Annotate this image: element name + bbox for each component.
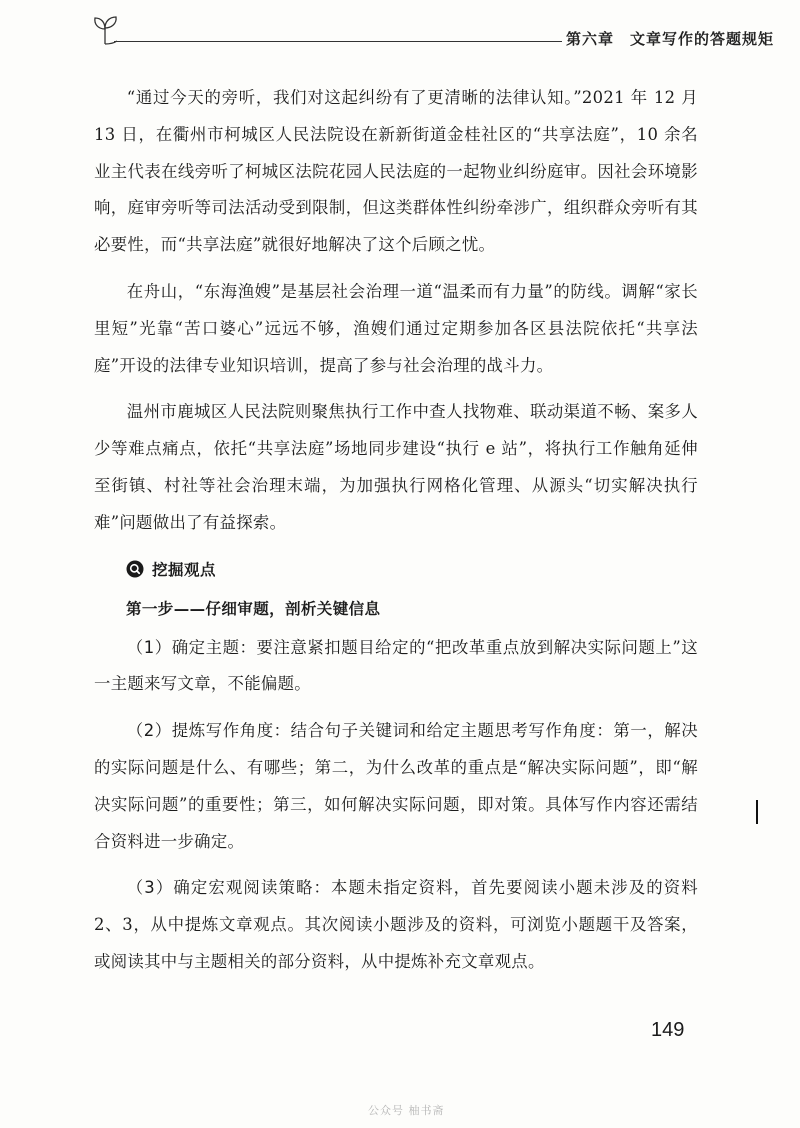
item-3 (94, 870, 698, 980)
margin-mark (756, 800, 758, 824)
section-title: 挖掘观点 (152, 560, 217, 579)
step-heading: 第一步——仔细审题，剖析关键信息 (126, 599, 381, 618)
sprout-icon (92, 14, 120, 48)
item-2 (94, 713, 698, 860)
item-2-lead: （2）提炼写作角度： (126, 721, 291, 741)
chapter-heading (566, 28, 774, 49)
watermark: 公众号 柚书斋 (368, 1104, 445, 1117)
paragraph-2: 在舟山，“东海渔嫂”是基层社会治理一道“温柔而有力量”的防线。调解“家长里短”光靠“苦口婆心”远远不够，渔嫂们通过定期参加各区县法院依托“共享法庭”开设的法律专业知识培训，提高了参与社会治理的战斗力。 (94, 281, 698, 375)
item-1-text: 要注意紧扣题目给定的“把改革重点放到解决实际问题上”这一主题来写文章，不能偏题。 (94, 637, 699, 694)
page-number: 149 (651, 1019, 685, 1041)
paragraph-1: “通过今天的旁听，我们对这起纠纷有了更清晰的法律认知。”2021 年 12 月 13 日，在衢州市柯城区人民法院设在新新街道金桂社区的“共享法庭”，10 余名业主代表在线旁听了柯城区法院花园人民法庭的一起物业纠纷庭审。因社会环境影响，庭审旁听等司法活动受到限制，但这类群体性纠纷牵涉广，组织群众旁听有其必要性，而“共享法庭”就很好地解决了这个后顾之忧。 (94, 88, 698, 255)
paragraph-3: 温州市鹿城区人民法院则聚焦执行工作中查人找物难、联动渠道不畅、案多人少等难点痛点，依托“共享法庭”场地同步建设“执行 e 站”，将执行工作触角延伸至街镇、村社等社会治理末端，为加强执行网格化管理、从源头“切实解决执行难”问题做出了有益探索。 (94, 402, 698, 532)
running-header (92, 14, 775, 50)
chapter-title: 文章写作的答题规矩 (630, 30, 775, 48)
chapter-number: 第六章 (566, 30, 615, 48)
item-3-text: 本题未指定资料，首先要阅读小题未涉及的资料 2、3，从中提炼文章观点。其次阅读小题涉及的资料，可浏览小题题干及答案，或阅读其中与主题相关的部分资料，从中提炼补充文章观点。 (94, 878, 698, 971)
section-heading (126, 552, 698, 586)
item-3-lead: （3）确定宏观阅读策略： (126, 878, 332, 898)
header-rule (114, 41, 562, 42)
item-1 (94, 630, 698, 704)
item-1-lead: （1）确定主题： (126, 637, 257, 657)
item-2-text: 结合句子关键词和给定主题思考写作角度：第一，解决的实际问题是什么、有哪些；第二，为什么改革的重点是“解决实际问题”，即“解决实际问题”的重要性；第三，如何解决实际问题，即对策。具体写作内容还需结合资料进一步确定。 (94, 721, 698, 851)
page-body (94, 80, 698, 991)
magnifier-badge-icon (126, 560, 144, 578)
